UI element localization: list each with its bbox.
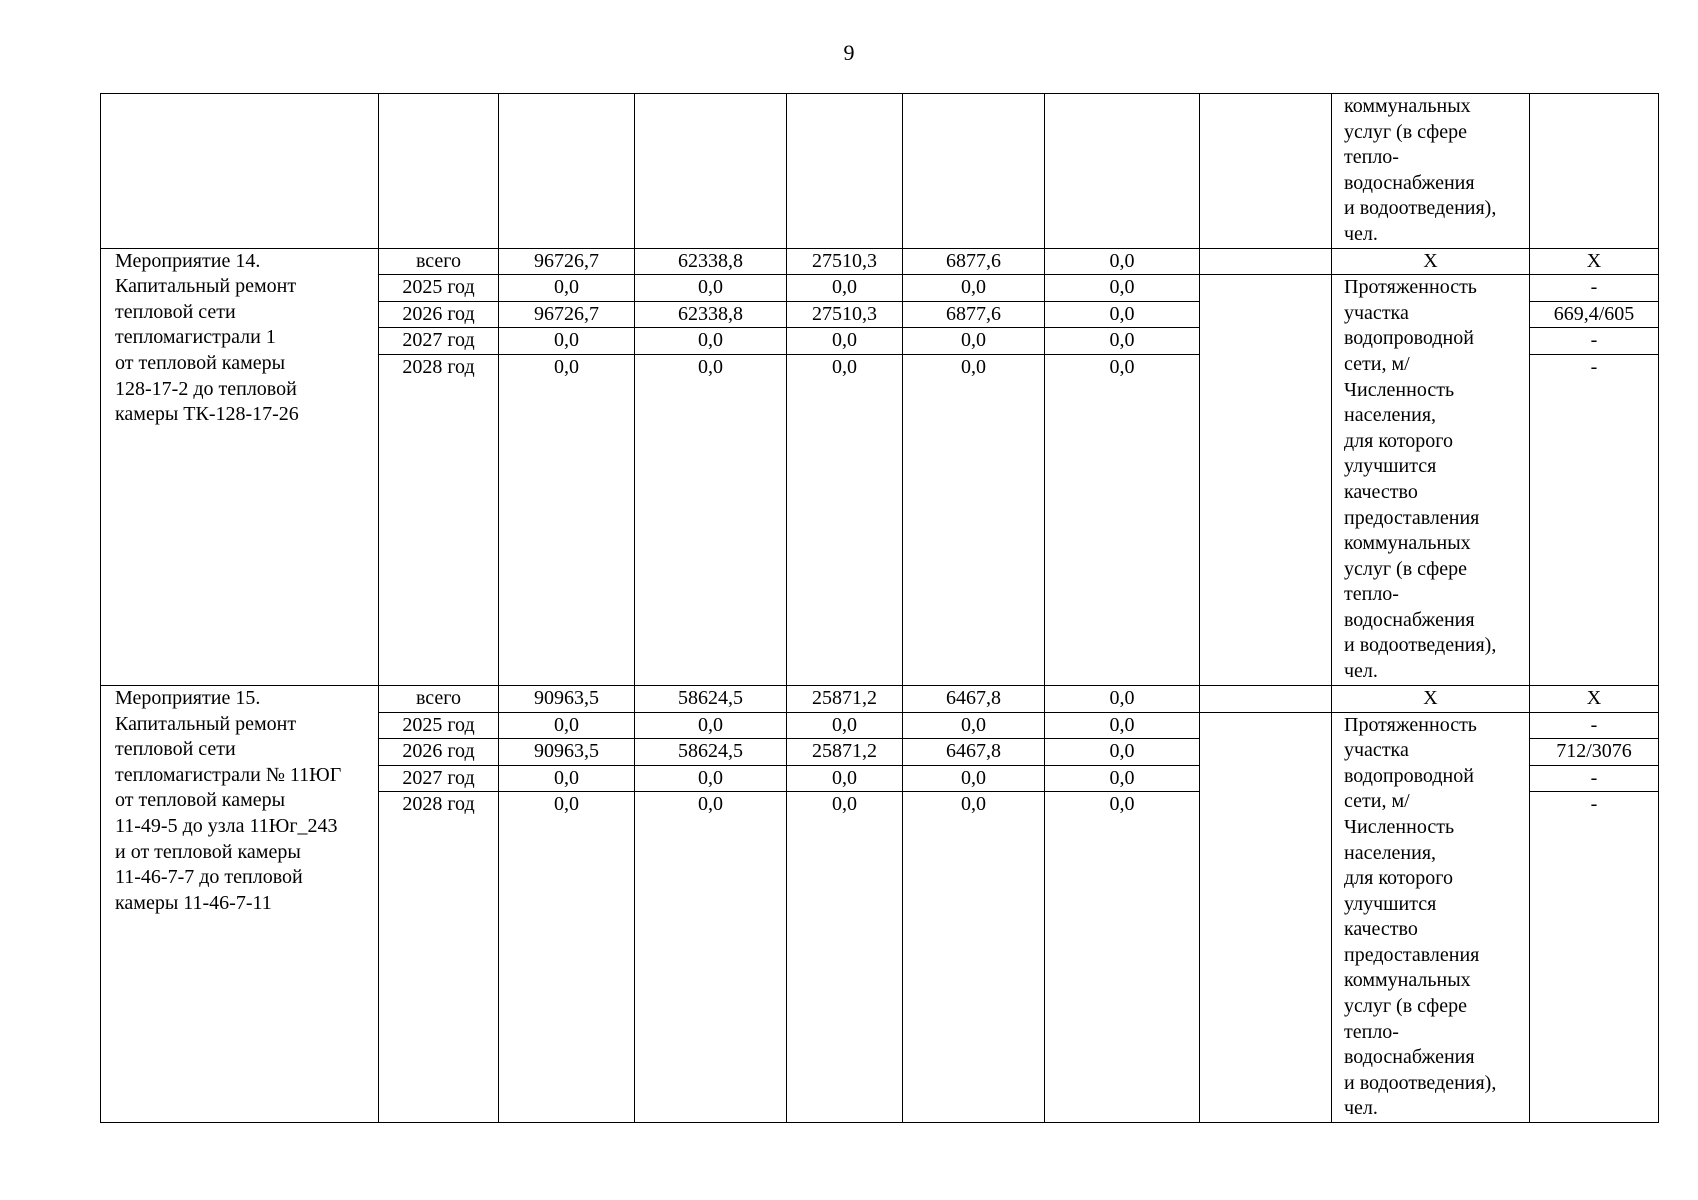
empty-cell (1200, 685, 1332, 712)
name-line: тепловой сети (115, 738, 236, 761)
value-cell: 62338,8 (635, 248, 787, 275)
value-cell: 0,0 (1045, 275, 1200, 302)
period-cell: 2025 год (379, 275, 499, 302)
value-cell: 25871,2 (787, 685, 903, 712)
value-cell: 0,0 (787, 354, 903, 685)
value-cell: 0,0 (635, 354, 787, 685)
indicator-line: сети, м/ (1344, 352, 1410, 375)
value-cell: 0,0 (787, 275, 903, 302)
total-value-cell: Х (1530, 248, 1659, 275)
value-cell: 0,0 (903, 354, 1045, 685)
value-cell: 0,0 (1045, 792, 1200, 1123)
indicator-line: и водоотведения), (1344, 634, 1497, 657)
page-number: 9 (843, 40, 855, 65)
indicator-line: предоставления (1344, 943, 1480, 966)
value-cell: 0,0 (903, 275, 1045, 302)
value-cell: 0,0 (499, 354, 635, 685)
indicator-line: тепло- (1344, 1020, 1399, 1043)
name-line: Капитальный ремонт (115, 275, 297, 298)
indicator-line: участка (1344, 739, 1409, 762)
value-cell: 0,0 (499, 792, 635, 1123)
measure-15-total-row (101, 685, 1659, 712)
indicator-line: услуг (в сфере (1344, 557, 1467, 580)
name-line: от тепловой камеры (115, 351, 286, 374)
indicator-cell (1332, 94, 1530, 249)
indicator-line: чел. (1344, 222, 1378, 245)
indicator-line: водоснабжения (1344, 171, 1475, 194)
value-cell: 96726,7 (499, 248, 635, 275)
indicator-cell (1332, 275, 1530, 686)
empty-cell (499, 94, 635, 249)
indicator-value-cell: - (1530, 792, 1659, 1123)
indicator-line: водопроводной (1344, 327, 1474, 350)
period-cell: 2027 год (379, 328, 499, 355)
indicator-line: водоснабжения (1344, 608, 1475, 631)
name-line: 11-46-7-7 до тепловой (115, 866, 303, 889)
indicator-value-cell: - (1530, 275, 1659, 302)
indicator-line: Численность (1344, 378, 1455, 401)
indicator-value-cell: - (1530, 765, 1659, 792)
value-cell: 96726,7 (499, 301, 635, 328)
period-cell: 2026 год (379, 739, 499, 766)
empty-cell (635, 94, 787, 249)
value-cell: 90963,5 (499, 739, 635, 766)
value-cell: 0,0 (1045, 354, 1200, 685)
value-cell: 58624,5 (635, 685, 787, 712)
indicator-value-cell: - (1530, 712, 1659, 739)
value-cell: 0,0 (787, 765, 903, 792)
period-cell: всего (379, 685, 499, 712)
name-line: тепловой сети (115, 300, 236, 323)
indicator-line: Численность (1344, 815, 1455, 838)
empty-cell (1200, 275, 1332, 686)
indicator-line: качество (1344, 918, 1418, 941)
indicator-line: сети, м/ (1344, 790, 1410, 813)
empty-cell (101, 94, 379, 249)
indicator-value-cell: - (1530, 354, 1659, 685)
indicator-line: улучшится (1344, 455, 1437, 478)
value-cell: 27510,3 (787, 248, 903, 275)
value-cell: 0,0 (903, 765, 1045, 792)
name-line: Капитальный ремонт (115, 712, 297, 735)
value-cell: 0,0 (635, 712, 787, 739)
value-cell: 0,0 (787, 328, 903, 355)
indicator-line: коммунальных (1344, 969, 1471, 992)
value-cell: 0,0 (1045, 301, 1200, 328)
continuation-row (101, 94, 1659, 249)
value-cell: 0,0 (635, 275, 787, 302)
measure-15-name (101, 685, 379, 1122)
indicator-line: услуг (в сфере (1344, 995, 1467, 1018)
value-cell: 0,0 (499, 765, 635, 792)
indicator-line: коммунальных (1344, 95, 1471, 117)
value-cell: 0,0 (499, 275, 635, 302)
value-cell: 0,0 (787, 712, 903, 739)
value-cell: 0,0 (1045, 248, 1200, 275)
value-cell: 27510,3 (787, 301, 903, 328)
measure-14-name (101, 248, 379, 685)
period-cell: 2028 год (379, 792, 499, 1123)
value-cell: 0,0 (1045, 765, 1200, 792)
indicator-line: качество (1344, 480, 1418, 503)
name-line: камеры ТК-128-17-26 (115, 403, 299, 426)
indicator-line: предоставления (1344, 506, 1480, 529)
indicator-line: чел. (1344, 660, 1378, 683)
indicator-value-cell: - (1530, 328, 1659, 355)
program-measures-table (100, 93, 1659, 1123)
value-cell: 25871,2 (787, 739, 903, 766)
indicator-line: тепло- (1344, 146, 1399, 169)
empty-cell (1045, 94, 1200, 249)
indicator-line: улучшится (1344, 892, 1437, 915)
value-cell: 0,0 (499, 712, 635, 739)
value-cell: 6877,6 (903, 248, 1045, 275)
period-cell: 2027 год (379, 765, 499, 792)
empty-cell (903, 94, 1045, 249)
period-cell: 2026 год (379, 301, 499, 328)
period-cell: всего (379, 248, 499, 275)
indicator-line: и водоотведения), (1344, 197, 1497, 220)
value-cell: 6467,8 (903, 685, 1045, 712)
measure-14-total-row (101, 248, 1659, 275)
indicator-value-cell: 669,4/605 (1530, 301, 1659, 328)
indicator-line: Протяженность (1344, 713, 1477, 736)
value-cell: 58624,5 (635, 739, 787, 766)
total-indicator-cell: Х (1332, 248, 1530, 275)
indicator-line: водоснабжения (1344, 1046, 1475, 1069)
value-cell: 6877,6 (903, 301, 1045, 328)
value-cell: 0,0 (499, 328, 635, 355)
indicator-line: участка (1344, 301, 1409, 324)
indicator-line: для которого (1344, 867, 1453, 890)
period-cell: 2028 год (379, 354, 499, 685)
indicator-line: для которого (1344, 429, 1453, 452)
empty-cell (787, 94, 903, 249)
indicator-value-cell: 712/3076 (1530, 739, 1659, 766)
value-cell: 6467,8 (903, 739, 1045, 766)
value-cell: 0,0 (1045, 685, 1200, 712)
value-cell: 0,0 (635, 765, 787, 792)
name-line: и от тепловой камеры (115, 840, 301, 863)
name-line: 128-17-2 до тепловой (115, 377, 297, 400)
value-cell: 0,0 (903, 792, 1045, 1123)
name-line: тепломагистрали 1 (115, 326, 276, 349)
period-cell: 2025 год (379, 712, 499, 739)
empty-cell (379, 94, 499, 249)
empty-cell (1200, 94, 1332, 249)
empty-cell (1200, 712, 1332, 1123)
indicator-line: коммунальных (1344, 532, 1471, 555)
name-line: Мероприятие 14. (115, 249, 261, 272)
value-cell: 0,0 (635, 792, 787, 1123)
indicator-line: тепло- (1344, 583, 1399, 606)
name-line: от тепловой камеры (115, 789, 286, 812)
indicator-line: и водоотведения), (1344, 1071, 1497, 1094)
value-cell: 0,0 (635, 328, 787, 355)
value-cell: 0,0 (903, 712, 1045, 739)
name-line: 11-49-5 до узла 11Юг_243 (115, 814, 338, 837)
value-cell: 0,0 (1045, 328, 1200, 355)
value-cell: 0,0 (787, 792, 903, 1123)
empty-cell (1530, 94, 1659, 249)
indicator-line: населения, (1344, 404, 1437, 427)
indicator-line: чел. (1344, 1097, 1378, 1120)
indicator-line: водопроводной (1344, 764, 1474, 787)
indicator-cell (1332, 712, 1530, 1123)
value-cell: 90963,5 (499, 685, 635, 712)
indicator-line: Протяженность (1344, 276, 1477, 299)
name-line: камеры 11-46-7-11 (115, 891, 272, 914)
empty-cell (1200, 248, 1332, 275)
name-line: тепломагистрали № 11ЮГ (115, 763, 342, 786)
indicator-line: населения, (1344, 841, 1437, 864)
value-cell: 62338,8 (635, 301, 787, 328)
indicator-line: услуг (в сфере (1344, 120, 1467, 143)
name-line: Мероприятие 15. (115, 686, 261, 709)
total-value-cell: Х (1530, 685, 1659, 712)
value-cell: 0,0 (1045, 739, 1200, 766)
total-indicator-cell: Х (1332, 685, 1530, 712)
value-cell: 0,0 (903, 328, 1045, 355)
value-cell: 0,0 (1045, 712, 1200, 739)
